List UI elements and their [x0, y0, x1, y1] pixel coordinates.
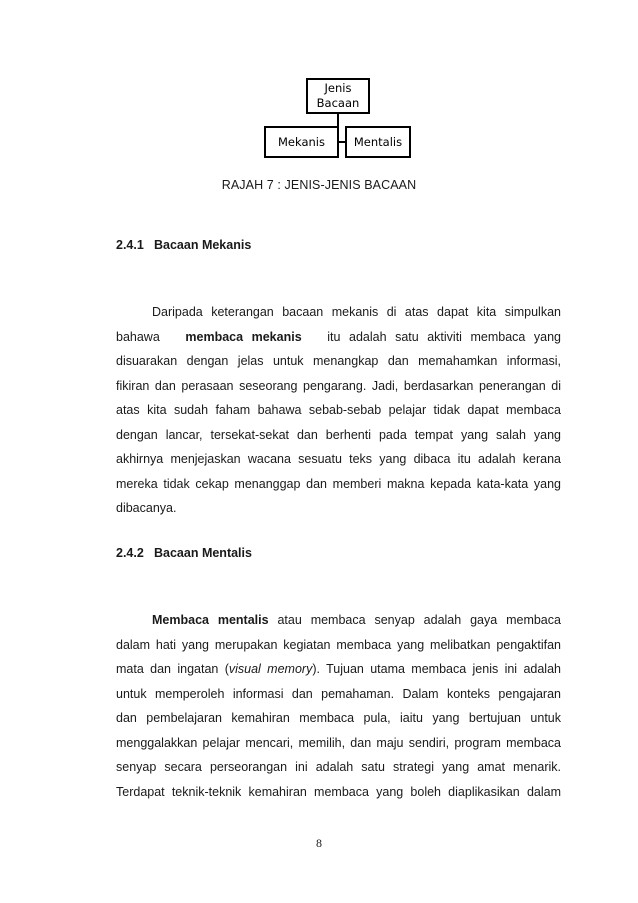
paragraph-line: mereka tidak cekap menanggap dan memberi makna kepada kata-kata yang — [116, 476, 561, 491]
paragraph-line: atas kita sudah faham bahawa sebab-sebab pelajar tidak dapat membaca — [116, 403, 561, 417]
diagram-node-mekanis: Mekanis — [264, 126, 339, 158]
paragraph-bacaan-mentalis — [116, 608, 561, 804]
paragraph-bacaan-mekanis — [116, 300, 561, 521]
paragraph-line: dibacanya. — [116, 501, 177, 515]
diagram-node-mentalis: Mentalis — [345, 126, 411, 158]
paragraph-line: akhirnya menjejaskan wacana sesuatu teks yang dibaca itu adalah kerana — [116, 452, 561, 466]
bold-term: Membaca mentalis — [152, 613, 269, 627]
section-heading-2-4-2 — [116, 546, 252, 560]
diagram-root-line2: Bacaan — [316, 96, 360, 110]
paragraph-line: dan pembelajaran kemahiran membaca pula, iaitu yang bertujuan untuk — [116, 711, 561, 725]
paragraph-line: mata dan ingatan (visual memory). Tujuan utama membaca jenis ini adalah — [116, 662, 561, 676]
section-number: 2.4.1 — [116, 238, 144, 252]
page-number: 8 — [316, 836, 322, 850]
paragraph-line: Membaca mentalis atau membaca senyap adalah gaya membaca — [152, 613, 561, 627]
paragraph-line: senyap secara perseorangan ini adalah satu strategi yang amat menarik. — [116, 760, 561, 774]
paragraph-line: Terdapat teknik-teknik kemahiran membaca yang boleh diaplikasikan dalam — [116, 784, 561, 799]
section-title: Bacaan Mentalis — [154, 546, 252, 560]
paragraph-line: menggalakkan pelajar mencari, memilih, dan maju sendiri, program membaca — [116, 735, 561, 750]
reading-types-diagram — [0, 0, 638, 170]
paragraph-line: disuarakan dengan jelas untuk menangkap dan memahamkan informasi, — [116, 354, 561, 368]
paragraph-line: fikiran dan perasaan seseorang pengarang. Jadi, berdasarkan penerangan di — [116, 378, 561, 393]
paragraph-line: dengan lancar, tersekat-sekat dan berhenti pada tempat yang salah yang — [116, 427, 561, 442]
italic-term: visual memory — [228, 662, 313, 676]
paragraph-line: Daripada keterangan bacaan mekanis di atas dapat kita simpulkan — [152, 305, 561, 319]
section-number: 2.4.2 — [116, 546, 144, 560]
paragraph-line: dalam hati yang merupakan kegiatan membaca yang melibatkan pengaktifan — [116, 637, 561, 652]
diagram-node-root — [306, 78, 370, 114]
diagram-root-line1: Jenis — [324, 81, 352, 95]
bold-term: membaca mekanis — [185, 329, 302, 344]
paragraph-line: untuk memperoleh informasi dan pemahaman. Dalam konteks pengajaran — [116, 686, 561, 701]
paragraph-line: bahawa membaca mekanis itu adalah satu aktiviti membaca yang — [116, 329, 562, 344]
figure-caption: RAJAH 7 : JENIS-JENIS BACAAN — [221, 178, 417, 192]
section-title: Bacaan Mekanis — [154, 238, 252, 252]
section-heading-2-4-1 — [116, 238, 251, 252]
